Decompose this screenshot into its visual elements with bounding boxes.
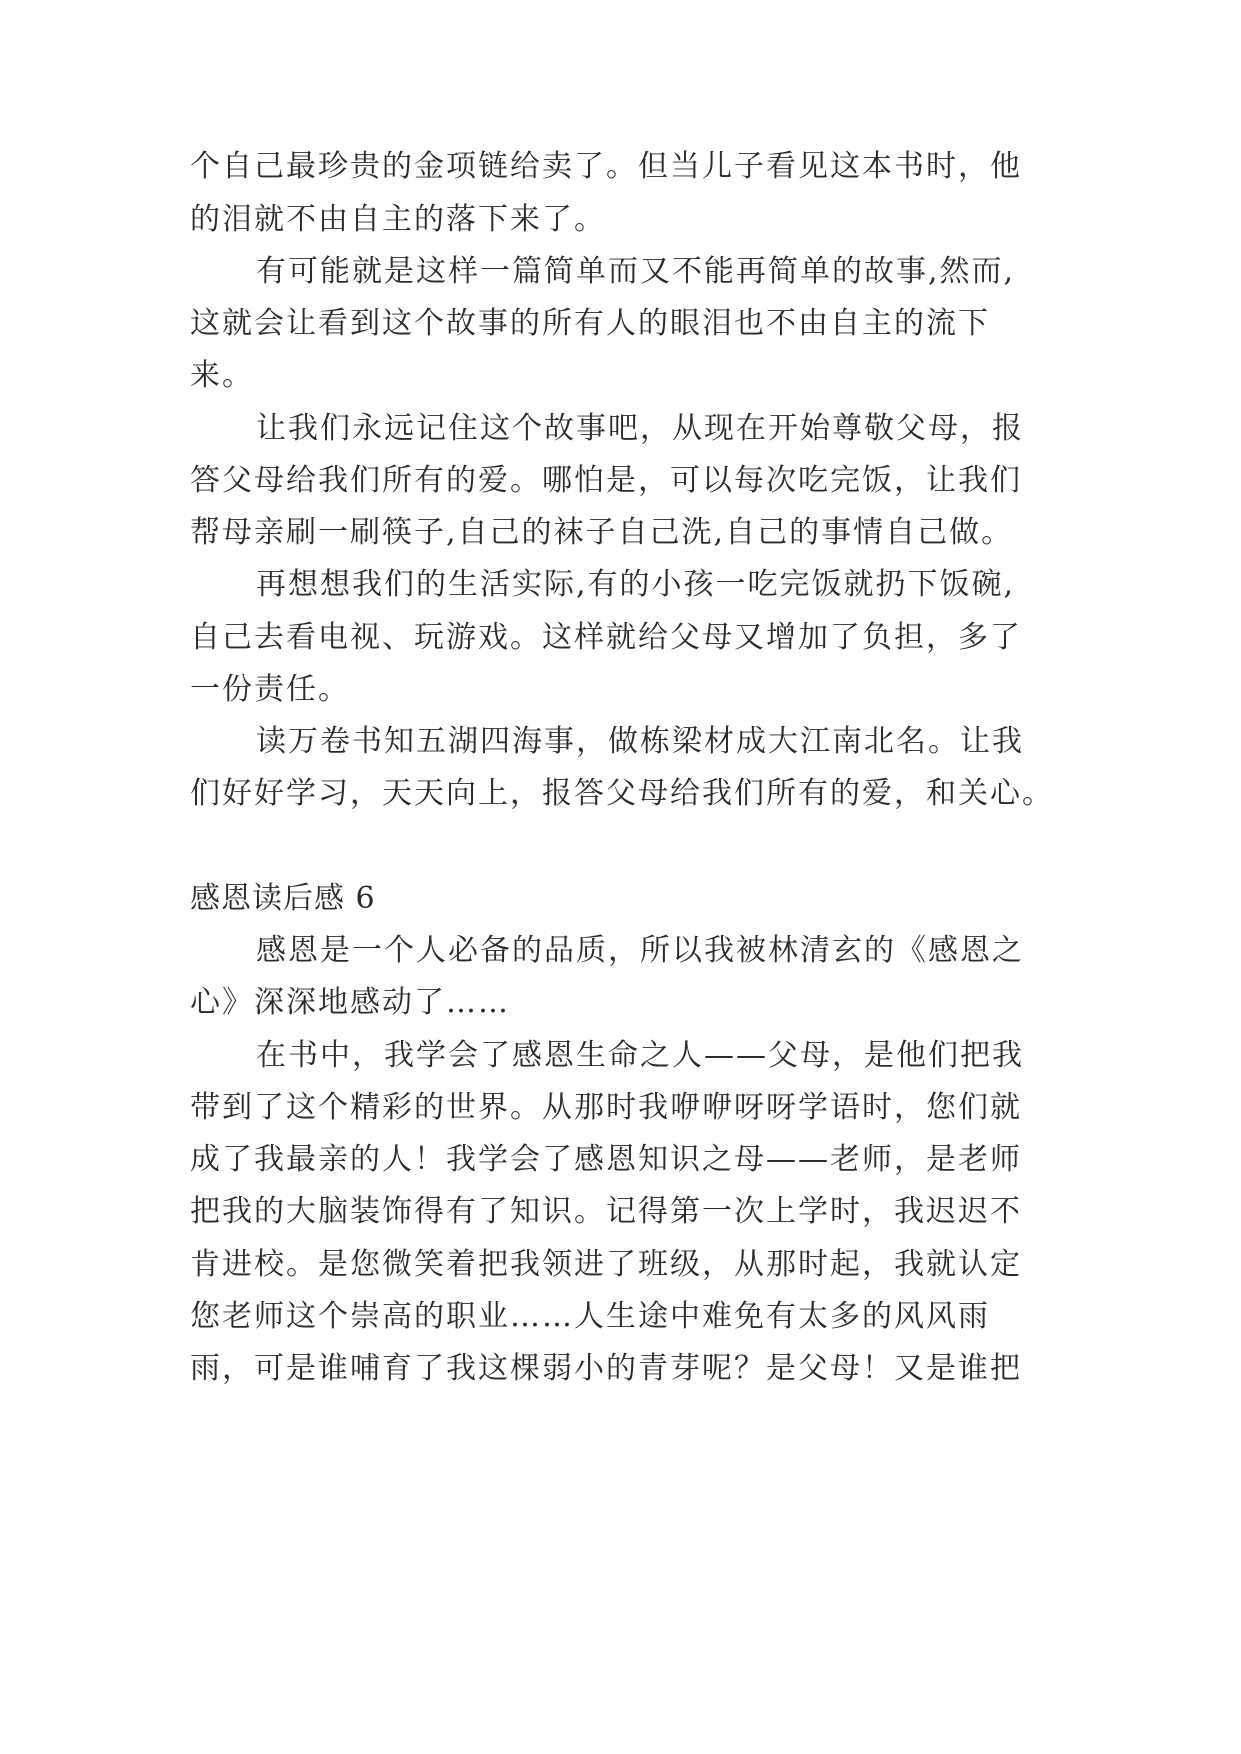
paragraph-start: 再想想我们的生活实际,有的小孩一吃完饭就扔下饭碗,	[256, 567, 1016, 602]
text-line: 心》深深地感动了……	[190, 985, 510, 1020]
section-heading: 感恩读后感 6	[190, 881, 376, 916]
text-line: 自己去看电视、玩游戏。这样就给父母又增加了负担，多了	[190, 620, 1022, 655]
paragraph-start: 有可能就是这样一篇简单而又不能再简单的故事,然而,	[256, 254, 1016, 289]
text-line: 的泪就不由自主的落下来了。	[190, 202, 606, 237]
text-line: 个自己最珍贵的金项链给卖了。但当儿子看见这本书时，他	[190, 149, 1022, 184]
text-line: 肯进校。是您微笑着把我领进了班级，从那时起，我就认定	[190, 1247, 1022, 1282]
text-line: 答父母给我们所有的爱。哪怕是，可以每次吃完饭，让我们	[190, 463, 1022, 498]
text-line: 帮母亲刷一刷筷子,自己的袜子自己洗,自己的事情自己做。	[190, 515, 1014, 550]
text-line: 来。	[190, 358, 254, 393]
text-line: 们好好学习，天天向上，报答父母给我们所有的爱，和关心。	[190, 776, 1054, 811]
text-line: 带到了这个精彩的世界。从那时我咿咿呀呀学语时，您们就	[190, 1090, 1022, 1125]
paragraph-start: 在书中，我学会了感恩生命之人——父母，是他们把我	[256, 1038, 1024, 1073]
paragraph-start: 感恩是一个人必备的品质，所以我被林清玄的《感恩之	[256, 933, 1024, 968]
text-line: 这就会让看到这个故事的所有人的眼泪也不由自主的流下	[190, 306, 990, 341]
text-line: 把我的大脑装饰得有了知识。记得第一次上学时，我迟迟不	[190, 1194, 1022, 1229]
paragraph-start: 读万卷书知五湖四海事，做栋梁材成大江南北名。让我	[256, 724, 1024, 759]
text-line: 雨，可是谁哺育了我这棵弱小的青芽呢？是父母！又是谁把	[190, 1351, 1022, 1386]
paragraph-start: 让我们永远记住这个故事吧，从现在开始尊敬父母，报	[256, 411, 1024, 446]
text-line: 您老师这个崇高的职业……人生途中难免有太多的风风雨	[190, 1299, 990, 1334]
text-line: 一份责任。	[190, 672, 350, 707]
text-line: 成了我最亲的人！我学会了感恩知识之母——老师，是老师	[190, 1142, 1022, 1177]
